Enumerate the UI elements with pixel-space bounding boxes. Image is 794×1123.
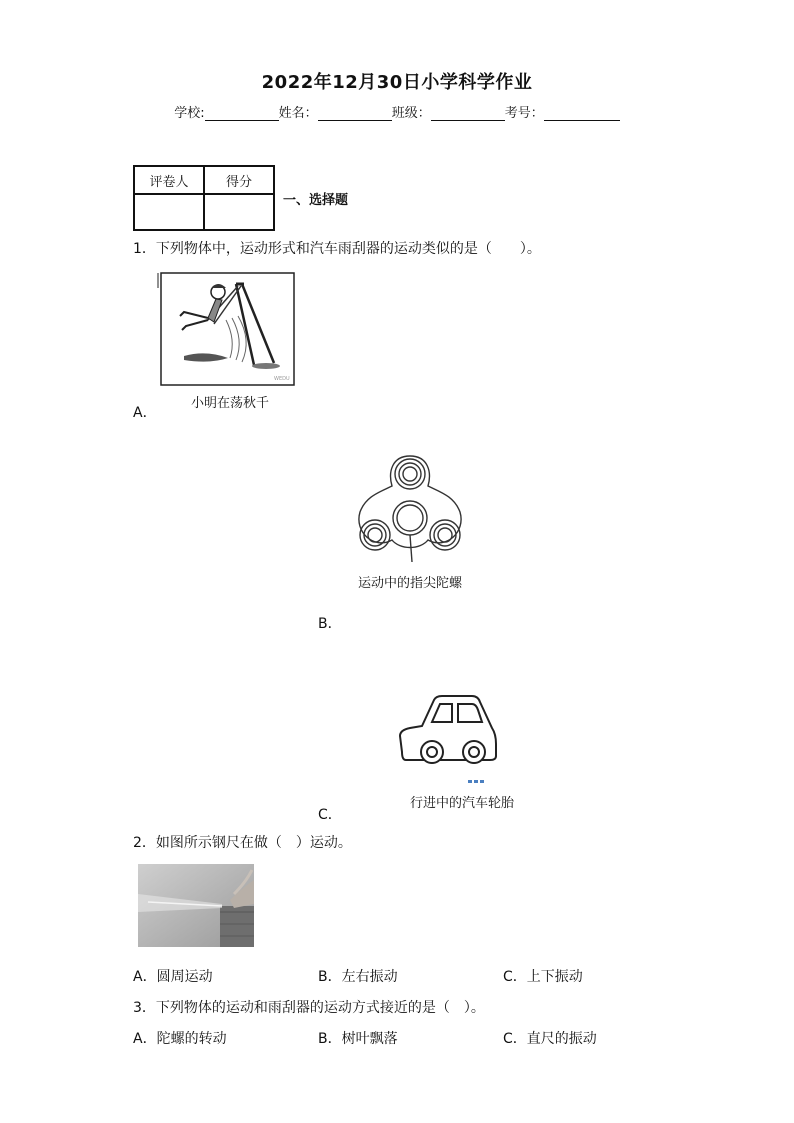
option-a-label[interactable]: A． bbox=[133, 405, 157, 421]
steel-ruler-photo bbox=[138, 864, 254, 947]
name-blank[interactable] bbox=[318, 106, 392, 121]
option-c-label[interactable]: C． bbox=[318, 807, 342, 823]
score-header: 得分 bbox=[204, 166, 274, 194]
q2-option-b[interactable]: B．左右振动 bbox=[318, 969, 398, 985]
school-label: 学校: bbox=[174, 106, 205, 121]
question-1-text: 1．下列物体中，运动形式和汽车雨刮器的运动类似的是（ ）。 bbox=[133, 241, 541, 257]
question-2-text: 2．如图所示钢尺在做（ ）运动。 bbox=[133, 835, 352, 851]
grader-header: 评卷人 bbox=[134, 166, 204, 194]
q3-option-b[interactable]: B．树叶飘落 bbox=[318, 1031, 398, 1047]
svg-text:WEDU: WEDU bbox=[274, 376, 290, 382]
q3-option-a[interactable]: A．陀螺的转动 bbox=[133, 1031, 227, 1047]
swing-image bbox=[156, 270, 296, 388]
option-c-caption: 行进中的汽车轮胎 bbox=[409, 796, 514, 811]
option-b-caption: 运动中的指尖陀螺 bbox=[357, 576, 462, 591]
class-label: 班级： bbox=[391, 106, 431, 121]
q2-option-c[interactable]: C．上下振动 bbox=[503, 969, 583, 985]
name-label: 姓名： bbox=[278, 106, 318, 121]
number-label: 考号： bbox=[504, 106, 544, 121]
grader-cell[interactable] bbox=[134, 194, 204, 230]
q2-option-a[interactable]: A．圆周运动 bbox=[133, 969, 213, 985]
score-table bbox=[133, 165, 275, 231]
school-blank[interactable] bbox=[205, 106, 279, 121]
car-image bbox=[396, 690, 500, 794]
fidget-spinner-image bbox=[350, 452, 470, 570]
q3-option-c[interactable]: C．直尺的振动 bbox=[503, 1031, 597, 1047]
option-b-label[interactable]: B． bbox=[318, 616, 342, 632]
score-cell[interactable] bbox=[204, 194, 274, 230]
section-heading: 一、选择题 bbox=[283, 193, 349, 208]
option-a-caption: 小明在荡秋千 bbox=[190, 396, 269, 411]
number-blank[interactable] bbox=[544, 106, 620, 121]
class-blank[interactable] bbox=[431, 106, 505, 121]
student-info-line bbox=[0, 102, 794, 121]
question-3-text: 3．下列物体的运动和雨刮器的运动方式接近的是（ ）。 bbox=[133, 1000, 485, 1016]
page-title: 2022年12月30日小学科学作业 bbox=[261, 72, 533, 93]
